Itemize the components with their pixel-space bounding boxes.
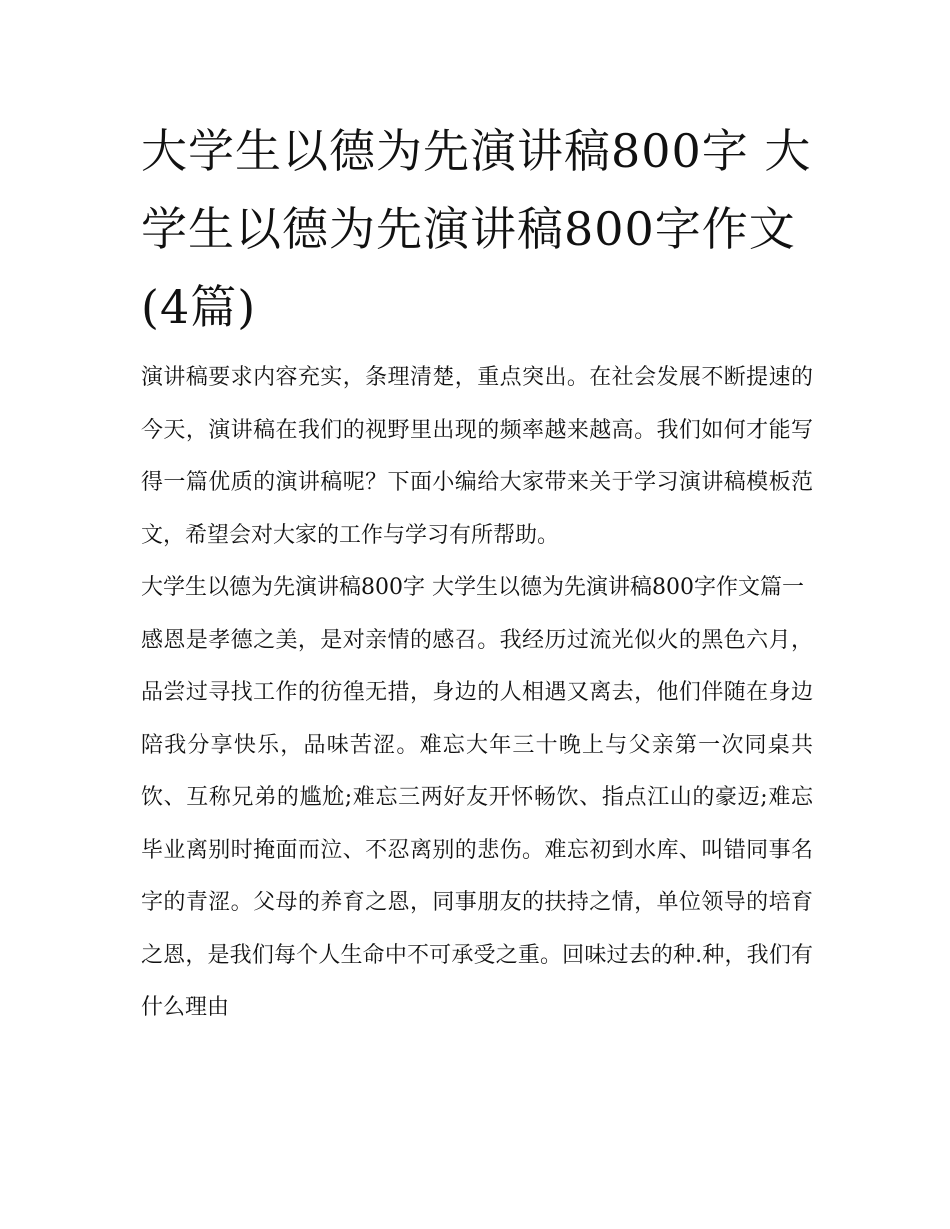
section-heading: 大学生以德为先演讲稿800字 大学生以德为先演讲稿800字作文篇一 <box>141 575 804 600</box>
intro-paragraph: 演讲稿要求内容充实，条理清楚，重点突出。在社会发展不断提速的今天，演讲稿在我们的视野里出现的频率越来越高。我们如何才能写得一篇优质的演讲稿呢？下面小编给大家带来关于学习演讲稿模板范文，希望会对大家的工作与学习有所帮助。 <box>141 365 813 548</box>
document-title: 大学生以德为先演讲稿800字 大学生以德为先演讲稿800字作文(4篇) <box>141 124 812 334</box>
document-page <box>141 112 813 1035</box>
body-paragraph: 感恩是孝德之美，是对亲情的感召。我经历过流光似火的黑色六月，品尝过寻找工作的彷徨无措，身边的人相遇又离去，他们伴随在身边陪我分享快乐，品味苦涩。难忘大年三十晚上与父亲第一次同桌共饮、互称兄弟的尴尬;难忘三两好友开怀畅饮、指点江山的豪迈;难忘毕业离别时掩面而泣、不忍离别的悲伤。难忘初到水库、叫错同事名字的青涩。父母的养育之恩，同事朋友的扶持之情，单位领导的培育之恩，是我们每个人生命中不可承受之重。回味过去的种.种，我们有什么理由 <box>141 627 813 1020</box>
